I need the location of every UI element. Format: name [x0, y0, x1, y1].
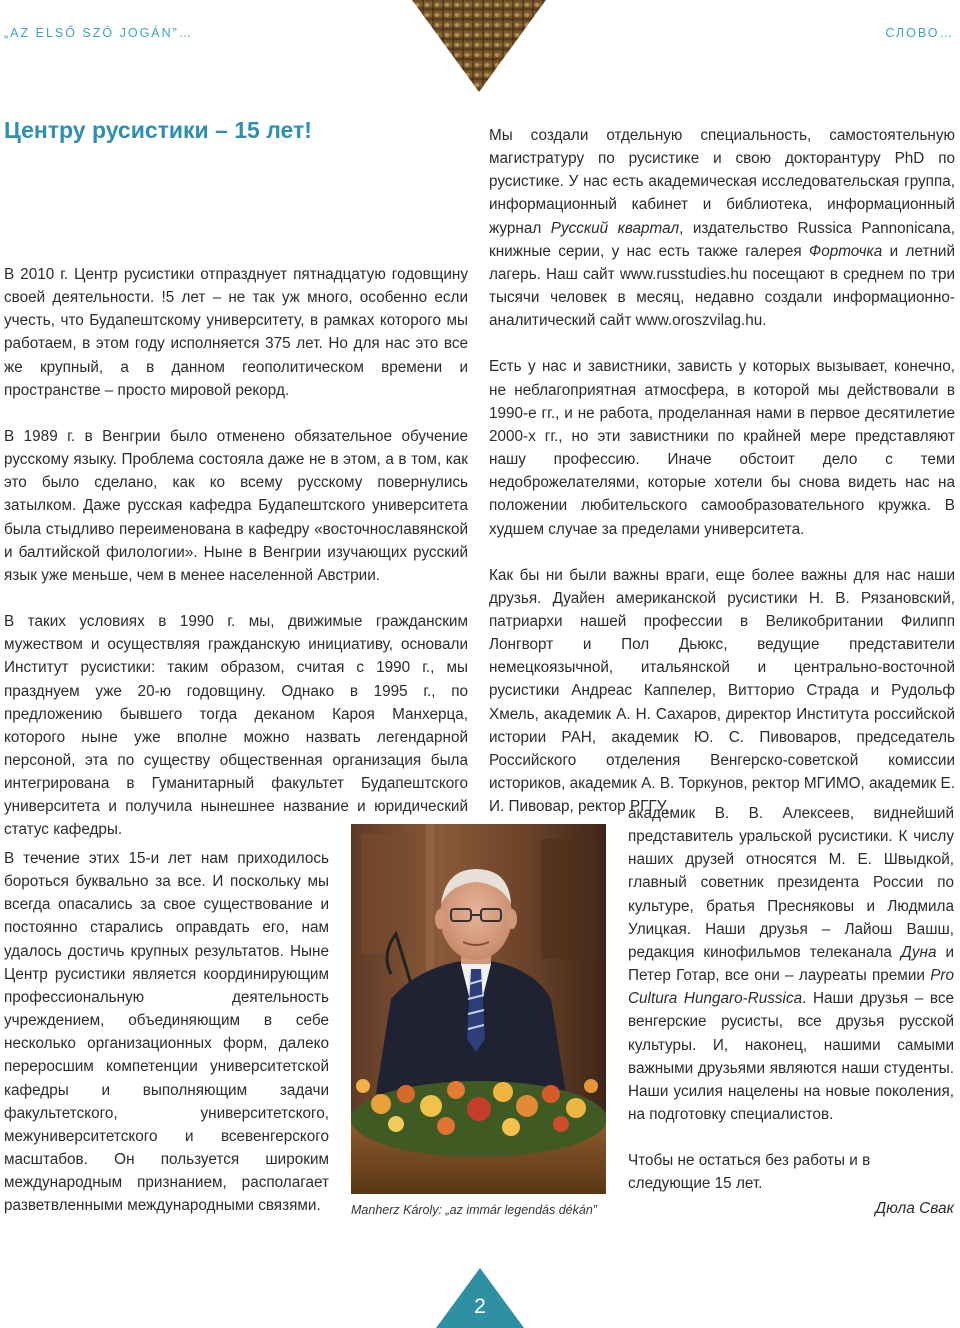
left-column	[4, 263, 468, 842]
right-column	[489, 124, 955, 818]
photo-caption: Manherz Károly: „az immár legendás dékán”	[351, 1203, 597, 1217]
left-column-narrow	[4, 847, 329, 1218]
paragraph: Есть у нас и завистники, зависть у которых вызывает, конечно, не неблагоприятная атмосфера, в которой мы действовали в 1990-е гг., и не работа, проделанная нами в первое десятилетие 2000-х гг., но эти завистники по крайней мере представляют нашу профессию. Иначе обстоит дело с теми недоброжелателями, которые хотели бы снова видеть нас на положении любительского самообразовательного кружка. В худшем случае за пределами университета.	[489, 358, 955, 538]
paragraph: Мы создали отдельную специальность, самостоятельную магистратуру по русистике и свою докторантуру PhD по русистике. У нас есть академическая исследовательская группа, информационный кабинет и библиотека, информационный журнал Русский квартал, издательство Russica Pannonicana, книжные серии, у нас есть также галерея Форточка и летний лагерь. Наш сайт www.russtudies.hu посещают в среднем по три тысячи человек в месяц, недавно создали информационно-аналитический сайт www.oroszvilag.hu.	[489, 127, 956, 330]
right-column-narrow	[628, 802, 954, 1196]
running-head-right: СЛОВО…	[885, 26, 954, 40]
header-emblem	[412, 0, 546, 92]
paragraph: В течение этих 15-и лет нам приходилось бороться буквально за все. И поскольку мы всегда опасались за свое существование и постоянно старались оправдать его, нам удалось достичь крупных результатов. Ныне Центр русистики является координирующим профессиональную деятельность учреждением, объединяющим в себе несколько организационных форм, далеко переросшим компетенции университетской кафедры и выполняющим задачи факультетского, университетского, межуниверситетского и всевенгерского масштабов. Он пользуется широким международным признанием, располагает разветвленными международными связями.	[4, 850, 329, 1215]
paragraph: Чтобы не остаться без работы и в следующие 15 лет.	[628, 1152, 871, 1193]
paragraph: В 2010 г. Центр русистики отпразднует пятнадцатую годовщину своей деятельности. !5 лет – не так уж много, особенно если учесть, что Будапештскому университету, в рамках которого мы работаем, в этом году исполняется 375 лет. Но для нас это все же крупный, а в данном геополитическом времени и пространстве – просто мировой рекорд.	[4, 266, 468, 399]
running-head-left: „AZ ELSŐ SZÓ JOGÁN”…	[4, 26, 194, 40]
speaker-photo	[351, 824, 606, 1194]
paragraph: В 1989 г. в Венгрии было отменено обязательное обучение русскому языку. Проблема состояла даже не в этом, а в том, как это было сделано, как ко всему русскому повернулись затылком. Даже русская кафедра Будапештского университета была стыдливо переименована в кафедру «восточнославянской и балтийской филологии». Ныне в Венгрии изучающих русский язык уже меньше, чем в менее населенной Австрии.	[4, 427, 468, 584]
page-number: 2	[474, 1295, 486, 1318]
paragraph: В таких условиях в 1990 г. мы, движимые гражданским мужеством и осуществляя гражданскую инициативу, основали Институт русистики: таким образом, считая с 1990 г., мы празднуем уже 20-ю годовщину. Однако в 1995 г., по предложению бывшего тогда деканом Кароя Манхерца, которого ныне уже вполне можно назвать легендарной персоной, эта по существу общественная организация была интегрирована в Гуманитарный факультет Будапештского университета и получила нынешнее название и юридический статус кафедры.	[4, 613, 468, 839]
article-title: Центру русистики – 15 лет!	[4, 117, 312, 143]
author-signature: Дюла Свак	[875, 1200, 954, 1217]
paragraph: академик В. В. Алексеев, виднейший представитель уральской русистики. К числу наших друзей относятся М. Е. Швыдкой, главный советник президента России по культуре, братья Пресняковы и Людмила Улицкая. Наши друзья – Лайош Вашш, редакция кинофильмов телеканала Дуна и Петер Готар, все они – лауреаты премии Pro Cultura Hungaro-Russica. Наши друзья – все венгерские русисты, все друзья русской культуры. И, наконец, нашими самыми важными друзьями являются наши студенты. Наши усилия нацелены на новые поколения, на подготовку специалистов.	[628, 805, 955, 1124]
paragraph: Как бы ни были важны враги, еще более важны для нас наши друзья. Дуайен американской русистики Н. В. Рязановский, патриархи нашей профессии в Великобритании Филипп Лонгворт и Пол Дьюкс, ведущие представители немецкоязычной, итальянской и центрально-восточной русистики Андреас Каппелер, Витторио Страда и Рудольф Хмель, академик А. Н. Сахаров, директор Института российской истории РАН, академик Ю. С. Пивоваров, председатель Российского отделения Венгерско-советской комиссии историков, академик А. В. Торкунов, ректор МГИМО, академик Е. И. Пивовар, ректор РГГУ,	[489, 566, 955, 816]
